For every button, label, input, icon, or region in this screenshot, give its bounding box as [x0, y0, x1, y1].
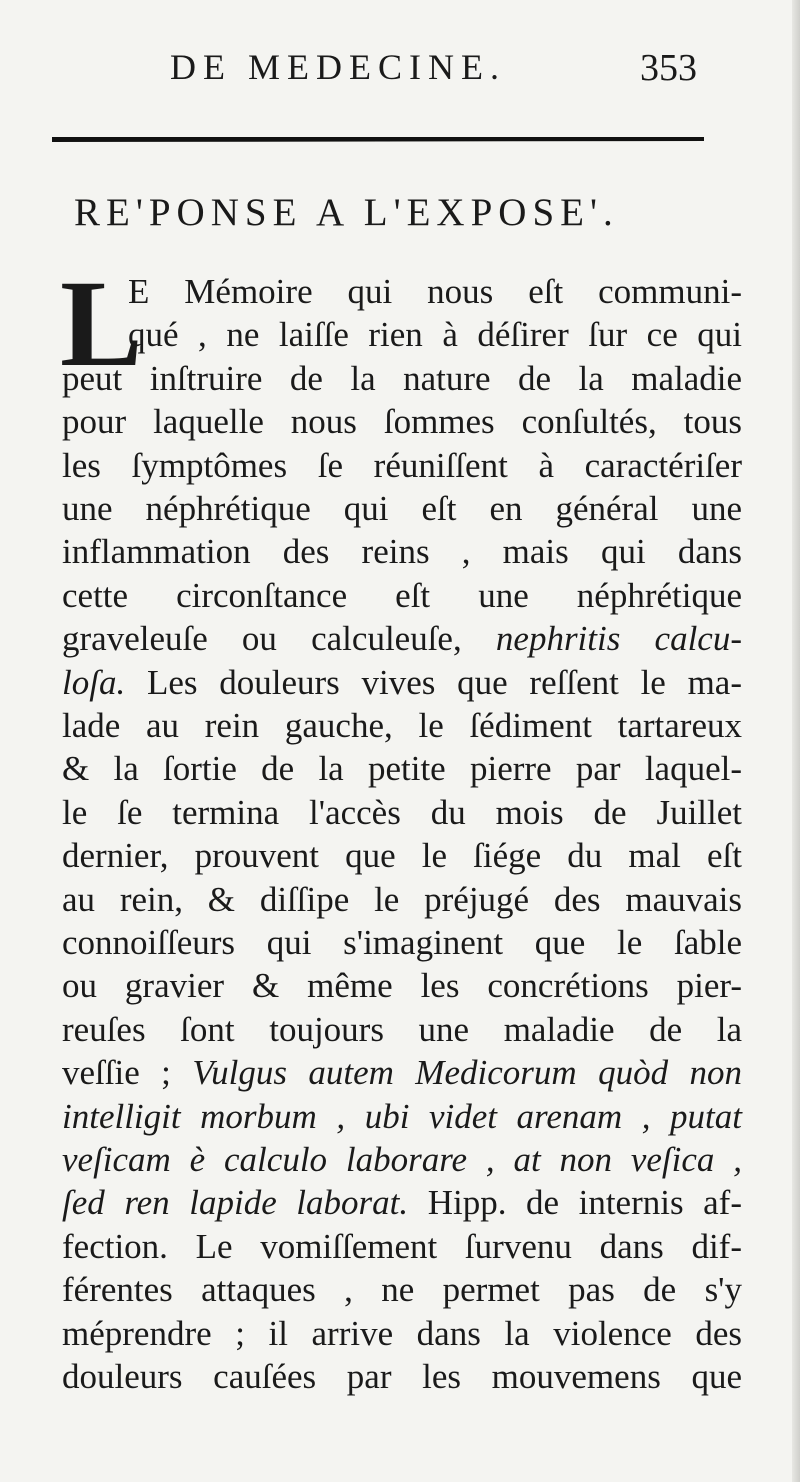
line-text: ou gravier & même les concrétions pier- [62, 966, 742, 1005]
text-line [62, 1357, 742, 1397]
page-edge-shadow [792, 0, 800, 1482]
line-text: Les douleurs vives que reſſent le ma- [125, 663, 742, 702]
line-text: au rein, & diſſipe le préjugé des mauvais [62, 880, 742, 919]
line-text: qué , ne laiſſe rien à déſirer ſur ce qui [128, 315, 742, 354]
text-line [62, 793, 742, 833]
text-line [62, 576, 742, 616]
line-text: férentes attaques , ne permet pas de s'y [62, 1270, 742, 1309]
section-heading: RE'PONSE A L'EXPOSE'. [74, 191, 619, 234]
text-line [62, 402, 742, 442]
line-text: fection. Le vomiſſement ſurvenu dans dif- [62, 1227, 742, 1266]
line-text: inflammation des reins , mais qui dans [62, 532, 742, 571]
header-rule [52, 134, 704, 144]
line-text: méprendre ; il arrive dans la violence des [62, 1314, 742, 1353]
line-text: Hipp. de internis af- [408, 1183, 742, 1222]
text-line [62, 489, 742, 529]
text-line [62, 1183, 742, 1223]
text-line [62, 663, 742, 703]
text-line [62, 1140, 742, 1180]
text-line [62, 446, 742, 486]
line-text: graveleuſe ou calculeuſe, [62, 619, 496, 658]
text-line [128, 272, 742, 312]
line-text: lade au rein gauche, le ſédiment tartareux [62, 706, 742, 745]
line-text: dernier, prouvent que le ſiége du mal eſt [62, 836, 742, 875]
text-line [62, 1270, 742, 1310]
line-text: pour laquelle nous ſommes conſultés, tous [62, 402, 742, 441]
text-line [62, 749, 742, 789]
line-text: peut inſtruire de la nature de la maladie [62, 359, 742, 398]
text-line [62, 1010, 742, 1050]
text-line [62, 1097, 742, 1137]
text-line [62, 1314, 742, 1354]
line-text: les ſymptômes ſe réuniſſent à caractériſer [62, 446, 742, 485]
italic-text: Vulgus autem Medicorum quòd non [192, 1053, 742, 1092]
text-line [62, 706, 742, 746]
italic-text: ſed ren lapide laborat. [62, 1183, 409, 1222]
text-line [62, 1227, 742, 1267]
text-line [128, 315, 742, 355]
italic-text: loſa. [62, 663, 126, 702]
line-text: connoiſſeurs qui s'imaginent que le ſable [62, 923, 742, 962]
line-text: reuſes ſont toujours une maladie de la [62, 1010, 742, 1049]
text-line [62, 619, 742, 659]
italic-text: nephritis calcu- [495, 619, 742, 658]
text-line [62, 359, 742, 399]
text-line [62, 880, 742, 920]
line-text: une néphrétique qui eſt en général une [62, 489, 742, 528]
text-line [62, 966, 742, 1006]
page-number: 353 [640, 47, 697, 89]
line-text: cette circonſtance eſt une néphrétique [62, 576, 742, 615]
drop-cap: L [60, 255, 143, 392]
line-text: E Mémoire qui nous eſt communi- [128, 272, 742, 311]
text-line [62, 532, 742, 572]
running-title: DE MEDECINE. [170, 47, 506, 87]
line-text: le ſe termina l'accès du mois de Juillet [62, 793, 742, 832]
text-line [62, 923, 742, 963]
italic-text: intelligit morbum , ubi videt arenam , putat [62, 1097, 742, 1136]
italic-text: veſicam è calculo laborare , at non veſica , [62, 1140, 742, 1179]
line-text: veſſie ; [62, 1053, 193, 1092]
text-line [62, 1053, 742, 1093]
line-text: douleurs cauſées par les mouvemens que [62, 1357, 742, 1396]
line-text: & la ſortie de la petite pierre par laquel- [62, 749, 742, 788]
text-line [62, 836, 742, 876]
